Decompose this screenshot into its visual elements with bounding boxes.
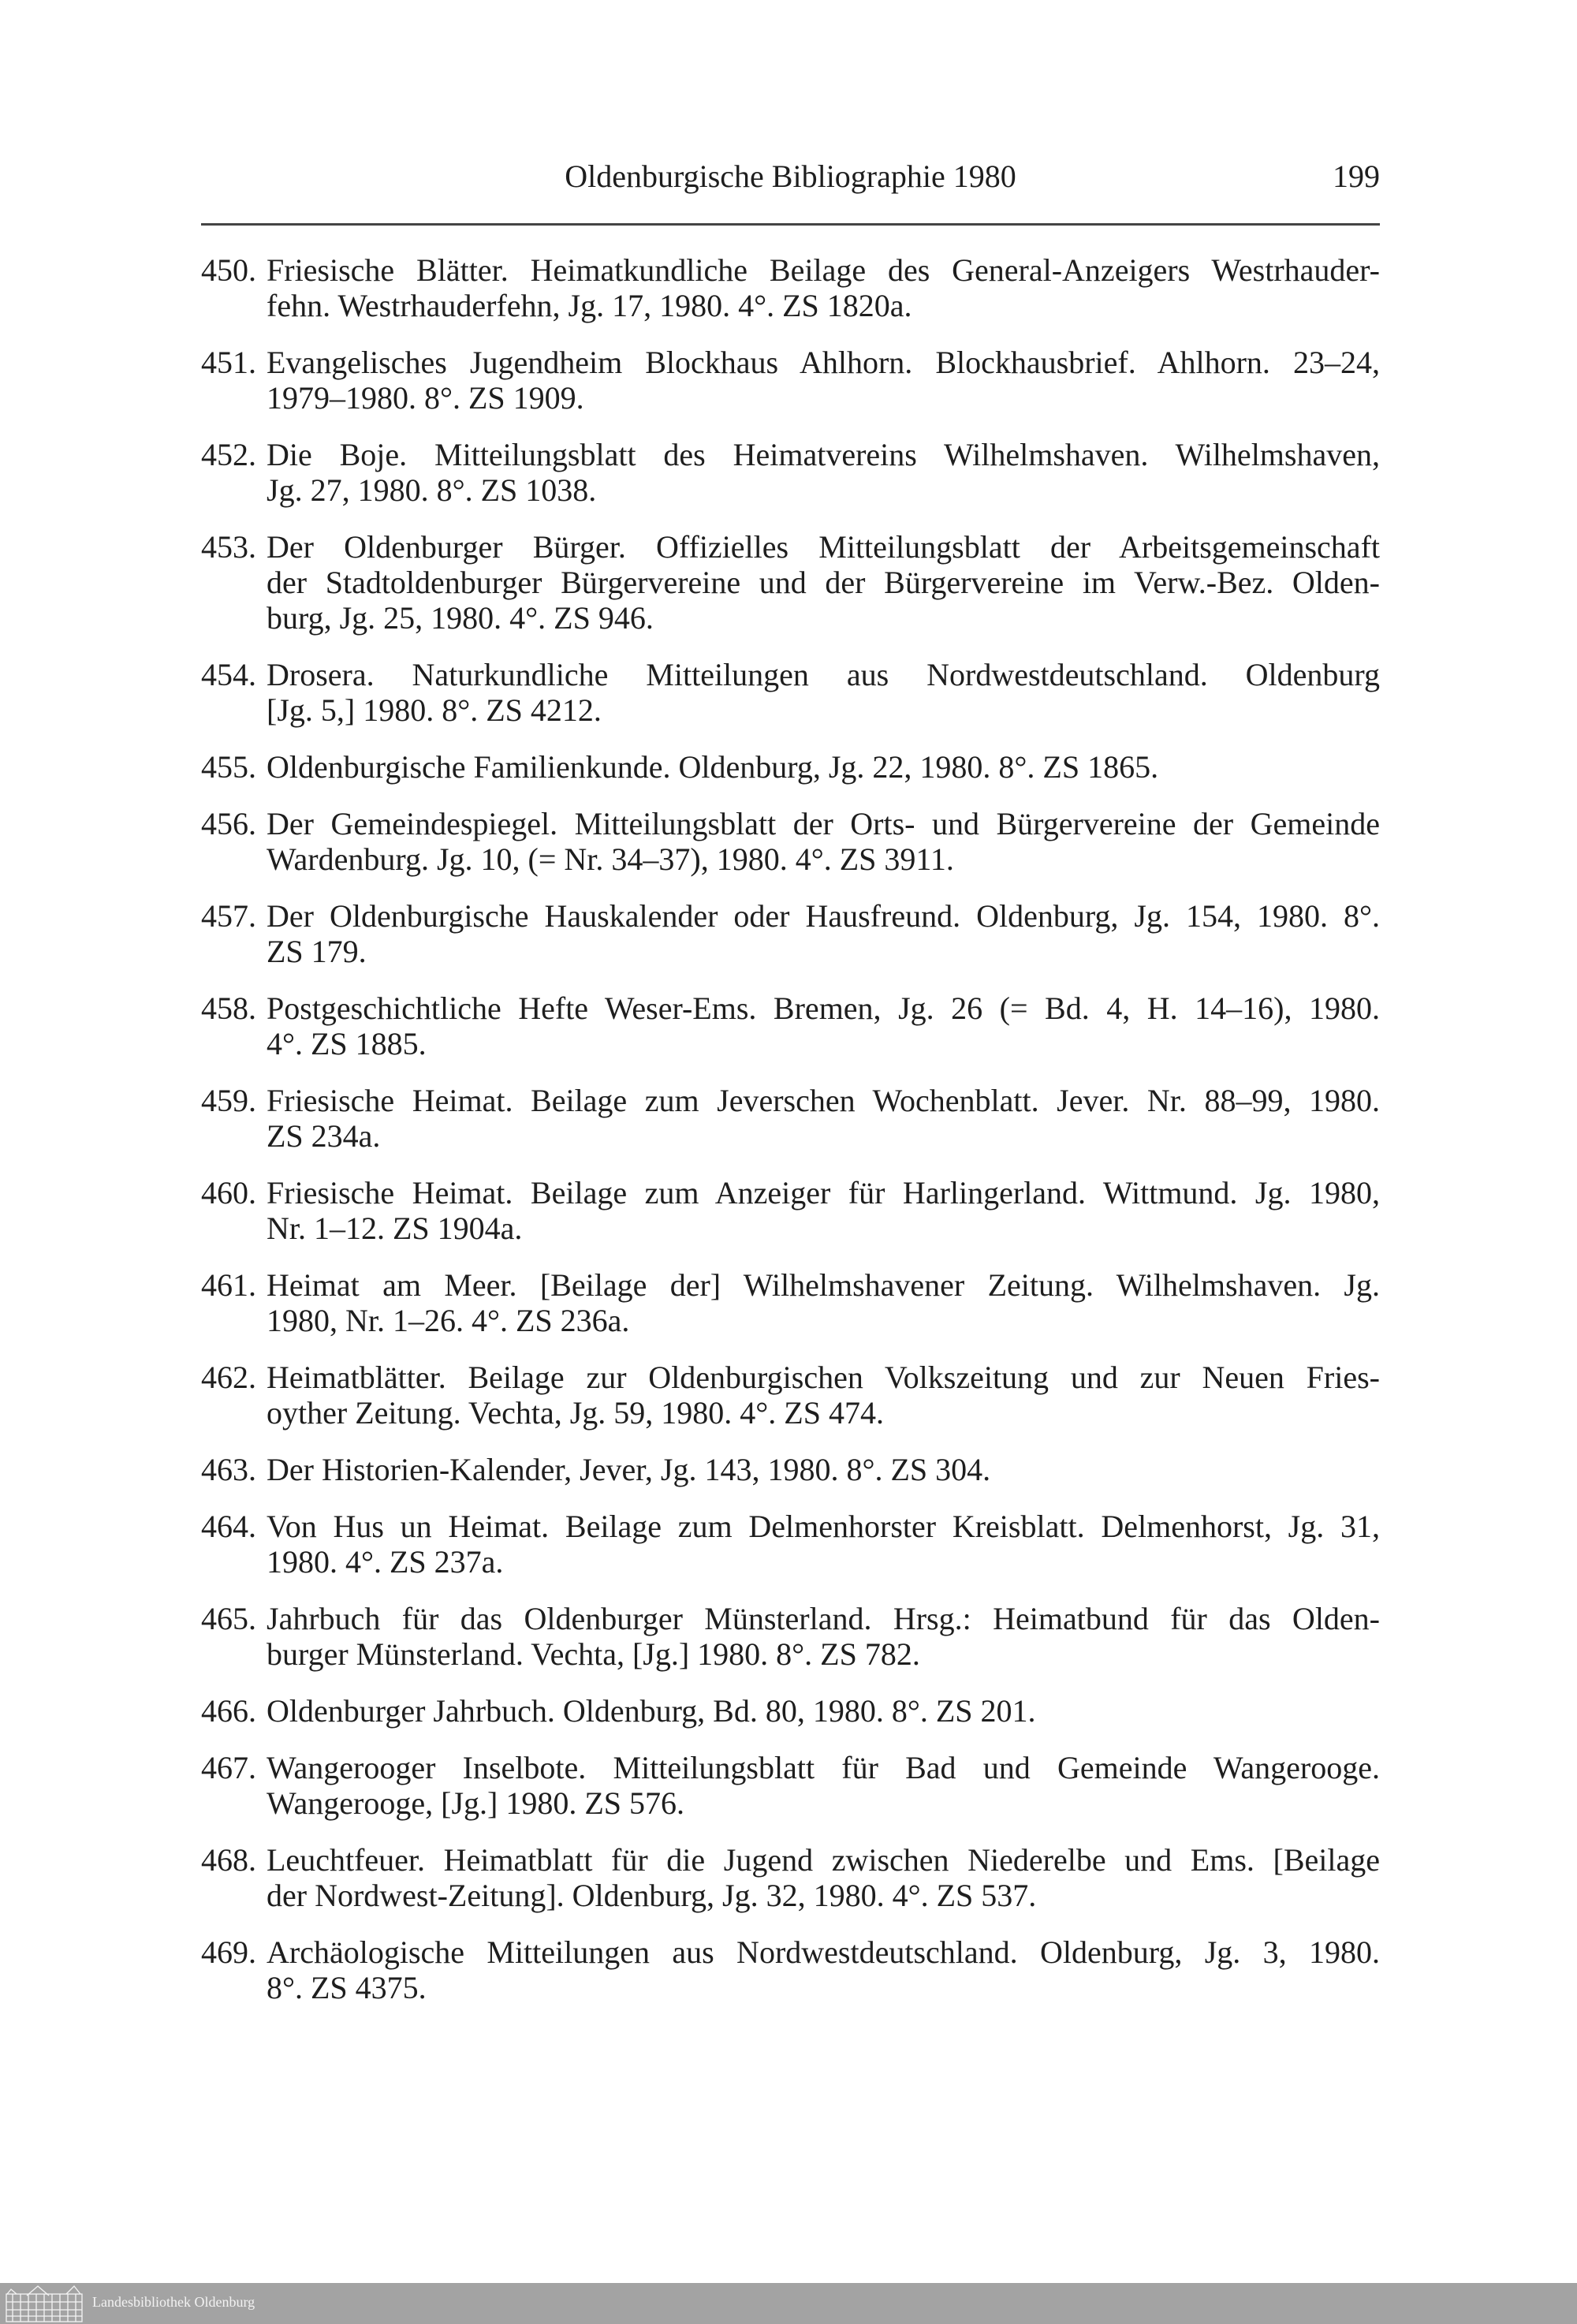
- bibliography-entry: [201, 806, 1380, 877]
- bibliography-entry: [201, 749, 1380, 785]
- entry-number: 465.: [201, 1601, 256, 1636]
- bibliography-entry: [201, 1360, 1380, 1431]
- entry-line: oyther Zeitung. Vechta, Jg. 59, 1980. 4°. ZS 474.: [267, 1395, 884, 1431]
- entry-text: [267, 1934, 1380, 2005]
- entry-line: Von Hus un Heimat. Beilage zum Delmenhorster Kreisblatt. Delmenhorst, Jg. 31,: [267, 1509, 1380, 1544]
- entry-text: [267, 252, 1380, 323]
- entry-line: Heimat am Meer. [Beilage der] Wilhelmshavener Zeitung. Wilhelmshaven. Jg.: [267, 1267, 1380, 1303]
- running-header: [201, 158, 1380, 205]
- entry-line: Wangerooge, [Jg.] 1980. ZS 576.: [267, 1785, 685, 1821]
- bibliography-entry: [201, 898, 1380, 969]
- entry-text: [267, 1842, 1380, 1913]
- entry-line: Der Oldenburger Bürger. Offizielles Mitteilungsblatt der Arbeitsgemeinschaft: [267, 529, 1380, 565]
- bibliography-entry: [201, 1452, 1380, 1487]
- library-building-logo: [5, 2285, 84, 2322]
- entry-number: 461.: [201, 1267, 256, 1303]
- bibliography-entry: [201, 1934, 1380, 2005]
- entry-number: 454.: [201, 657, 256, 692]
- entry-line: 4°. ZS 1885.: [267, 1026, 427, 1061]
- entry-number: 457.: [201, 898, 256, 934]
- entry-number: 467.: [201, 1750, 256, 1785]
- entry-text: [267, 1509, 1380, 1580]
- entry-line: [Jg. 5,] 1980. 8°. ZS 4212.: [267, 692, 602, 728]
- bibliography-list: [201, 252, 1380, 2027]
- entry-line: ZS 179.: [267, 934, 367, 969]
- bibliography-entry: [201, 437, 1380, 508]
- entry-line: Der Oldenburgische Hauskalender oder Hausfreund. Oldenburg, Jg. 154, 1980. 8°.: [267, 898, 1380, 934]
- entry-line: burger Münsterland. Vechta, [Jg.] 1980. 8°. ZS 782.: [267, 1636, 920, 1672]
- entry-line: Oldenburger Jahrbuch. Oldenburg, Bd. 80, 1980. 8°. ZS 201.: [267, 1693, 1036, 1729]
- entry-text: [267, 1083, 1380, 1154]
- entry-number: 456.: [201, 806, 256, 841]
- entry-line: Friesische Heimat. Beilage zum Jeverschen Wochenblatt. Jever. Nr. 88–99, 1980.: [267, 1083, 1380, 1118]
- bibliography-entry: [201, 1267, 1380, 1338]
- entry-text: [267, 657, 1380, 728]
- entry-number: 459.: [201, 1083, 256, 1118]
- bibliography-entry: [201, 990, 1380, 1061]
- bibliography-entry: [201, 529, 1380, 636]
- entry-number: 469.: [201, 1934, 256, 1970]
- bibliography-entry: [201, 1175, 1380, 1246]
- entry-text: [267, 898, 1380, 969]
- entry-line: ZS 234a.: [267, 1118, 381, 1154]
- entry-line: burg, Jg. 25, 1980. 4°. ZS 946.: [267, 600, 654, 636]
- entry-text: [267, 990, 1380, 1061]
- entry-number: 450.: [201, 252, 256, 288]
- entry-line: 8°. ZS 4375.: [267, 1970, 427, 2005]
- entry-number: 468.: [201, 1842, 256, 1878]
- entry-number: 463.: [201, 1452, 256, 1487]
- entry-text: [267, 1360, 1380, 1431]
- entry-line: Die Boje. Mitteilungsblatt des Heimatvereins Wilhelmshaven. Wilhelmshaven,: [267, 437, 1380, 472]
- bibliography-entry: [201, 657, 1380, 728]
- bibliography-entry: [201, 1842, 1380, 1913]
- entry-line: Nr. 1–12. ZS 1904a.: [267, 1210, 523, 1246]
- entry-number: 453.: [201, 529, 256, 565]
- bibliography-entry: [201, 252, 1380, 323]
- footer-bar: [0, 2283, 1577, 2324]
- entry-line: Drosera. Naturkundliche Mitteilungen aus Nordwestdeutschland. Oldenburg: [267, 657, 1380, 692]
- entry-line: der Stadtoldenburger Bürgervereine und der Bürgervereine im Verw.-Bez. Olden-: [267, 565, 1380, 600]
- entry-line: Friesische Heimat. Beilage zum Anzeiger für Harlingerland. Wittmund. Jg. 1980,: [267, 1175, 1380, 1210]
- bibliography-entry: [201, 1693, 1380, 1729]
- entry-text: [267, 437, 1380, 508]
- bibliography-entry: [201, 345, 1380, 416]
- entry-number: 451.: [201, 345, 256, 380]
- entry-line: Der Historien-Kalender, Jever, Jg. 143, 1980. 8°. ZS 304.: [267, 1452, 991, 1487]
- entry-line: fehn. Westrhauderfehn, Jg. 17, 1980. 4°. ZS 1820a.: [267, 288, 912, 323]
- entry-text: [267, 1452, 1380, 1487]
- entry-line: Wardenburg. Jg. 10, (= Nr. 34–37), 1980. 4°. ZS 3911.: [267, 841, 954, 877]
- bibliography-entry: [201, 1750, 1380, 1821]
- entry-line: Jg. 27, 1980. 8°. ZS 1038.: [267, 472, 597, 508]
- entry-number: 466.: [201, 1693, 256, 1729]
- entry-line: Postgeschichtliche Hefte Weser-Ems. Bremen, Jg. 26 (= Bd. 4, H. 14–16), 1980.: [267, 990, 1380, 1026]
- entry-number: 458.: [201, 990, 256, 1026]
- entry-line: Heimatblätter. Beilage zur Oldenburgischen Volkszeitung und zur Neuen Fries-: [267, 1360, 1380, 1395]
- bibliography-entry: [201, 1601, 1380, 1672]
- entry-number: 462.: [201, 1360, 256, 1395]
- entry-number: 460.: [201, 1175, 256, 1210]
- entry-line: 1980, Nr. 1–26. 4°. ZS 236a.: [267, 1303, 630, 1338]
- bibliography-entry: [201, 1509, 1380, 1580]
- header-rule: [201, 223, 1380, 226]
- entry-text: [267, 806, 1380, 877]
- running-title: Oldenburgische Bibliographie 1980: [565, 159, 1016, 194]
- entry-line: Der Gemeindespiegel. Mitteilungsblatt der Orts- und Bürgervereine der Gemeinde: [267, 806, 1380, 841]
- entry-line: Wangerooger Inselbote. Mitteilungsblatt für Bad und Gemeinde Wangerooge.: [267, 1750, 1380, 1785]
- entry-line: Oldenburgische Familienkunde. Oldenburg, Jg. 22, 1980. 8°. ZS 1865.: [267, 749, 1159, 785]
- entry-text: [267, 1267, 1380, 1338]
- entry-line: 1980. 4°. ZS 237a.: [267, 1544, 504, 1580]
- entry-text: [267, 1693, 1380, 1729]
- entry-line: Friesische Blätter. Heimatkundliche Beilage des General-Anzeigers Westrhauder-: [267, 252, 1380, 288]
- entry-line: Jahrbuch für das Oldenburger Münsterland. Hrsg.: Heimatbund für das Olden-: [267, 1601, 1380, 1636]
- entry-line: der Nordwest-Zeitung]. Oldenburg, Jg. 32, 1980. 4°. ZS 537.: [267, 1878, 1037, 1913]
- entry-line: Archäologische Mitteilungen aus Nordwestdeutschland. Oldenburg, Jg. 3, 1980.: [267, 1934, 1380, 1970]
- entry-text: [267, 1601, 1380, 1672]
- entry-number: 452.: [201, 437, 256, 472]
- entry-text: [267, 345, 1380, 416]
- entry-line: 1979–1980. 8°. ZS 1909.: [267, 380, 584, 416]
- page-number: 199: [1333, 159, 1380, 194]
- entry-line: Evangelisches Jugendheim Blockhaus Ahlhorn. Blockhausbrief. Ahlhorn. 23–24,: [267, 345, 1380, 380]
- entry-number: 455.: [201, 749, 256, 785]
- entry-text: [267, 1750, 1380, 1821]
- bibliography-entry: [201, 1083, 1380, 1154]
- entry-text: [267, 749, 1380, 785]
- entry-text: [267, 529, 1380, 636]
- library-name: Landesbibliothek Oldenburg: [92, 2294, 255, 2310]
- entry-text: [267, 1175, 1380, 1246]
- entry-number: 464.: [201, 1509, 256, 1544]
- entry-line: Leuchtfeuer. Heimatblatt für die Jugend zwischen Niederelbe und Ems. [Beilage: [267, 1842, 1380, 1878]
